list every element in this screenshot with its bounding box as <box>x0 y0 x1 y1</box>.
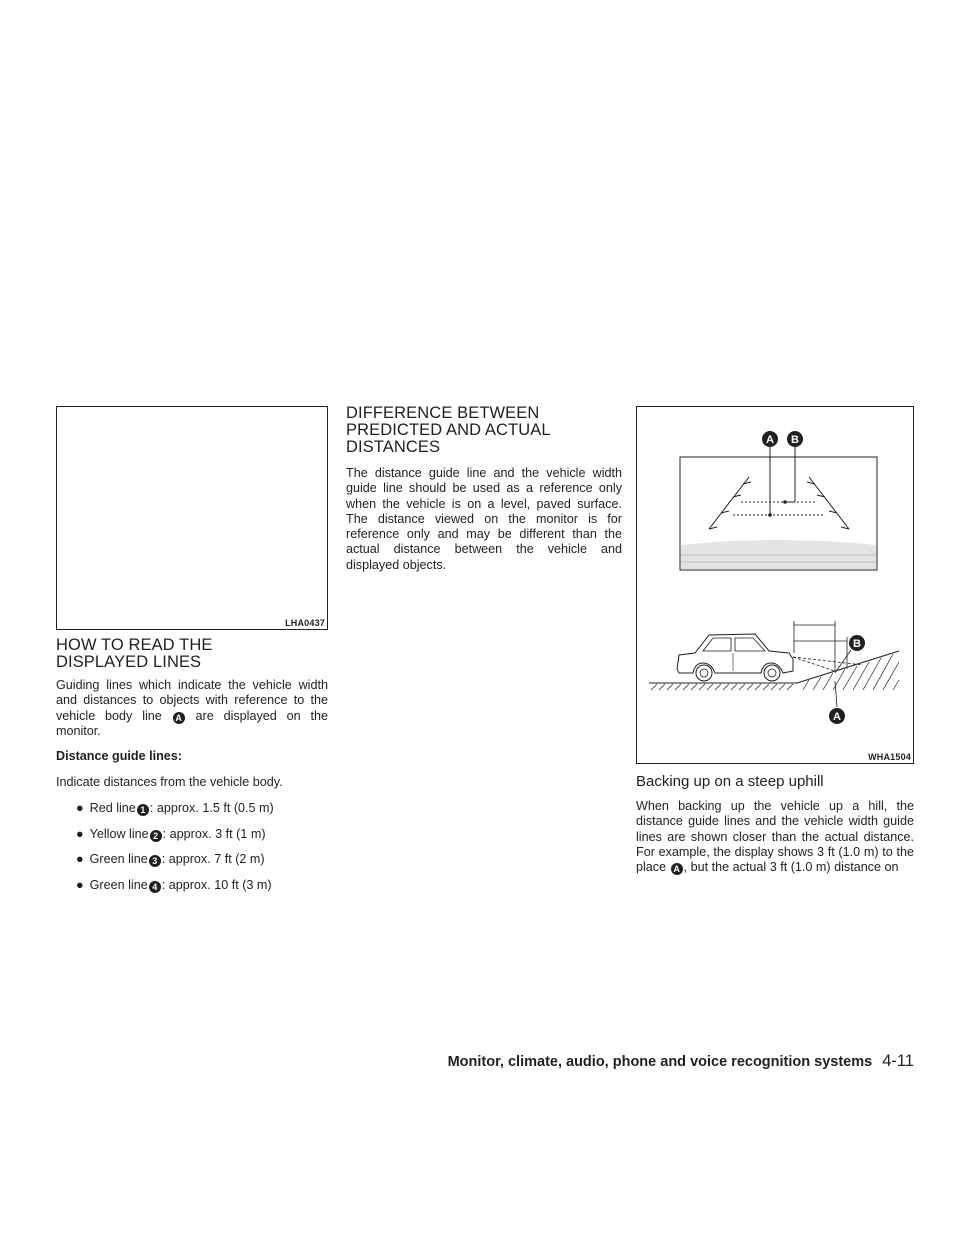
list-item: ● Green line 3 : approx. 7 ft (2 m) <box>76 852 265 867</box>
list-item: ● Yellow line 2 : approx. 3 ft (1 m) <box>76 826 266 841</box>
list-item: ● Green line 4 : approx. 10 ft (3 m) <box>76 878 272 893</box>
right-column <box>636 406 914 875</box>
page-footer <box>424 1052 914 1071</box>
left-column <box>56 406 328 904</box>
section-heading: Backing up on a steep uphill <box>636 773 824 790</box>
section-heading: DIFFERENCE BETWEEN PREDICTED AND ACTUAL DISTANCES <box>346 404 551 456</box>
diagram-label-b-side: B <box>853 638 861 650</box>
body-paragraph: When backing up the vehicle up a hill, the distance guide lines and the vehicle width guide lines are shown closer than the actual distance. For example, the display shows 3 ft (1.0 m) to the place A , but the actual 3 ft (1.0 m) distance on <box>636 799 914 875</box>
figure-lha0437 <box>56 406 328 630</box>
middle-column <box>346 405 622 573</box>
subheading: Distance guide lines: <box>56 749 182 764</box>
footer-title: Monitor, climate, audio, phone and voice recognition systems <box>447 1054 873 1070</box>
lead-text: Indicate distances from the vehicle body. <box>56 775 283 790</box>
marker-a: A <box>173 712 185 724</box>
marker-a: A <box>671 863 683 875</box>
diagram-label-b: B <box>791 434 799 446</box>
section-heading: HOW TO READ THE DISPLAYED LINES <box>56 636 213 671</box>
intro-paragraph: Guiding lines which indicate the vehicle width and distances to objects with reference to the vehicle body line A are displayed on the monitor. <box>56 678 328 738</box>
page-number: 4-11 <box>882 1052 914 1070</box>
diagram-label-a-side: A <box>833 711 841 723</box>
camera-diagram <box>637 407 913 763</box>
list-item: ● Red line 1 : approx. 1.5 ft (0.5 m) <box>76 800 274 815</box>
body-paragraph: The distance guide line and the vehicle width guide line should be used as a reference only when the vehicle is on a level, paved surface. The distance viewed on the monitor is for reference only and may be different than the actual distance between the vehicle and displayed objects. <box>346 466 622 572</box>
figure-code: WHA1504 <box>868 752 911 762</box>
figure-code: LHA0437 <box>285 618 325 628</box>
figure-wha1504 <box>636 406 914 764</box>
diagram-label-a: A <box>766 434 774 446</box>
distance-guide-list <box>56 801 328 893</box>
